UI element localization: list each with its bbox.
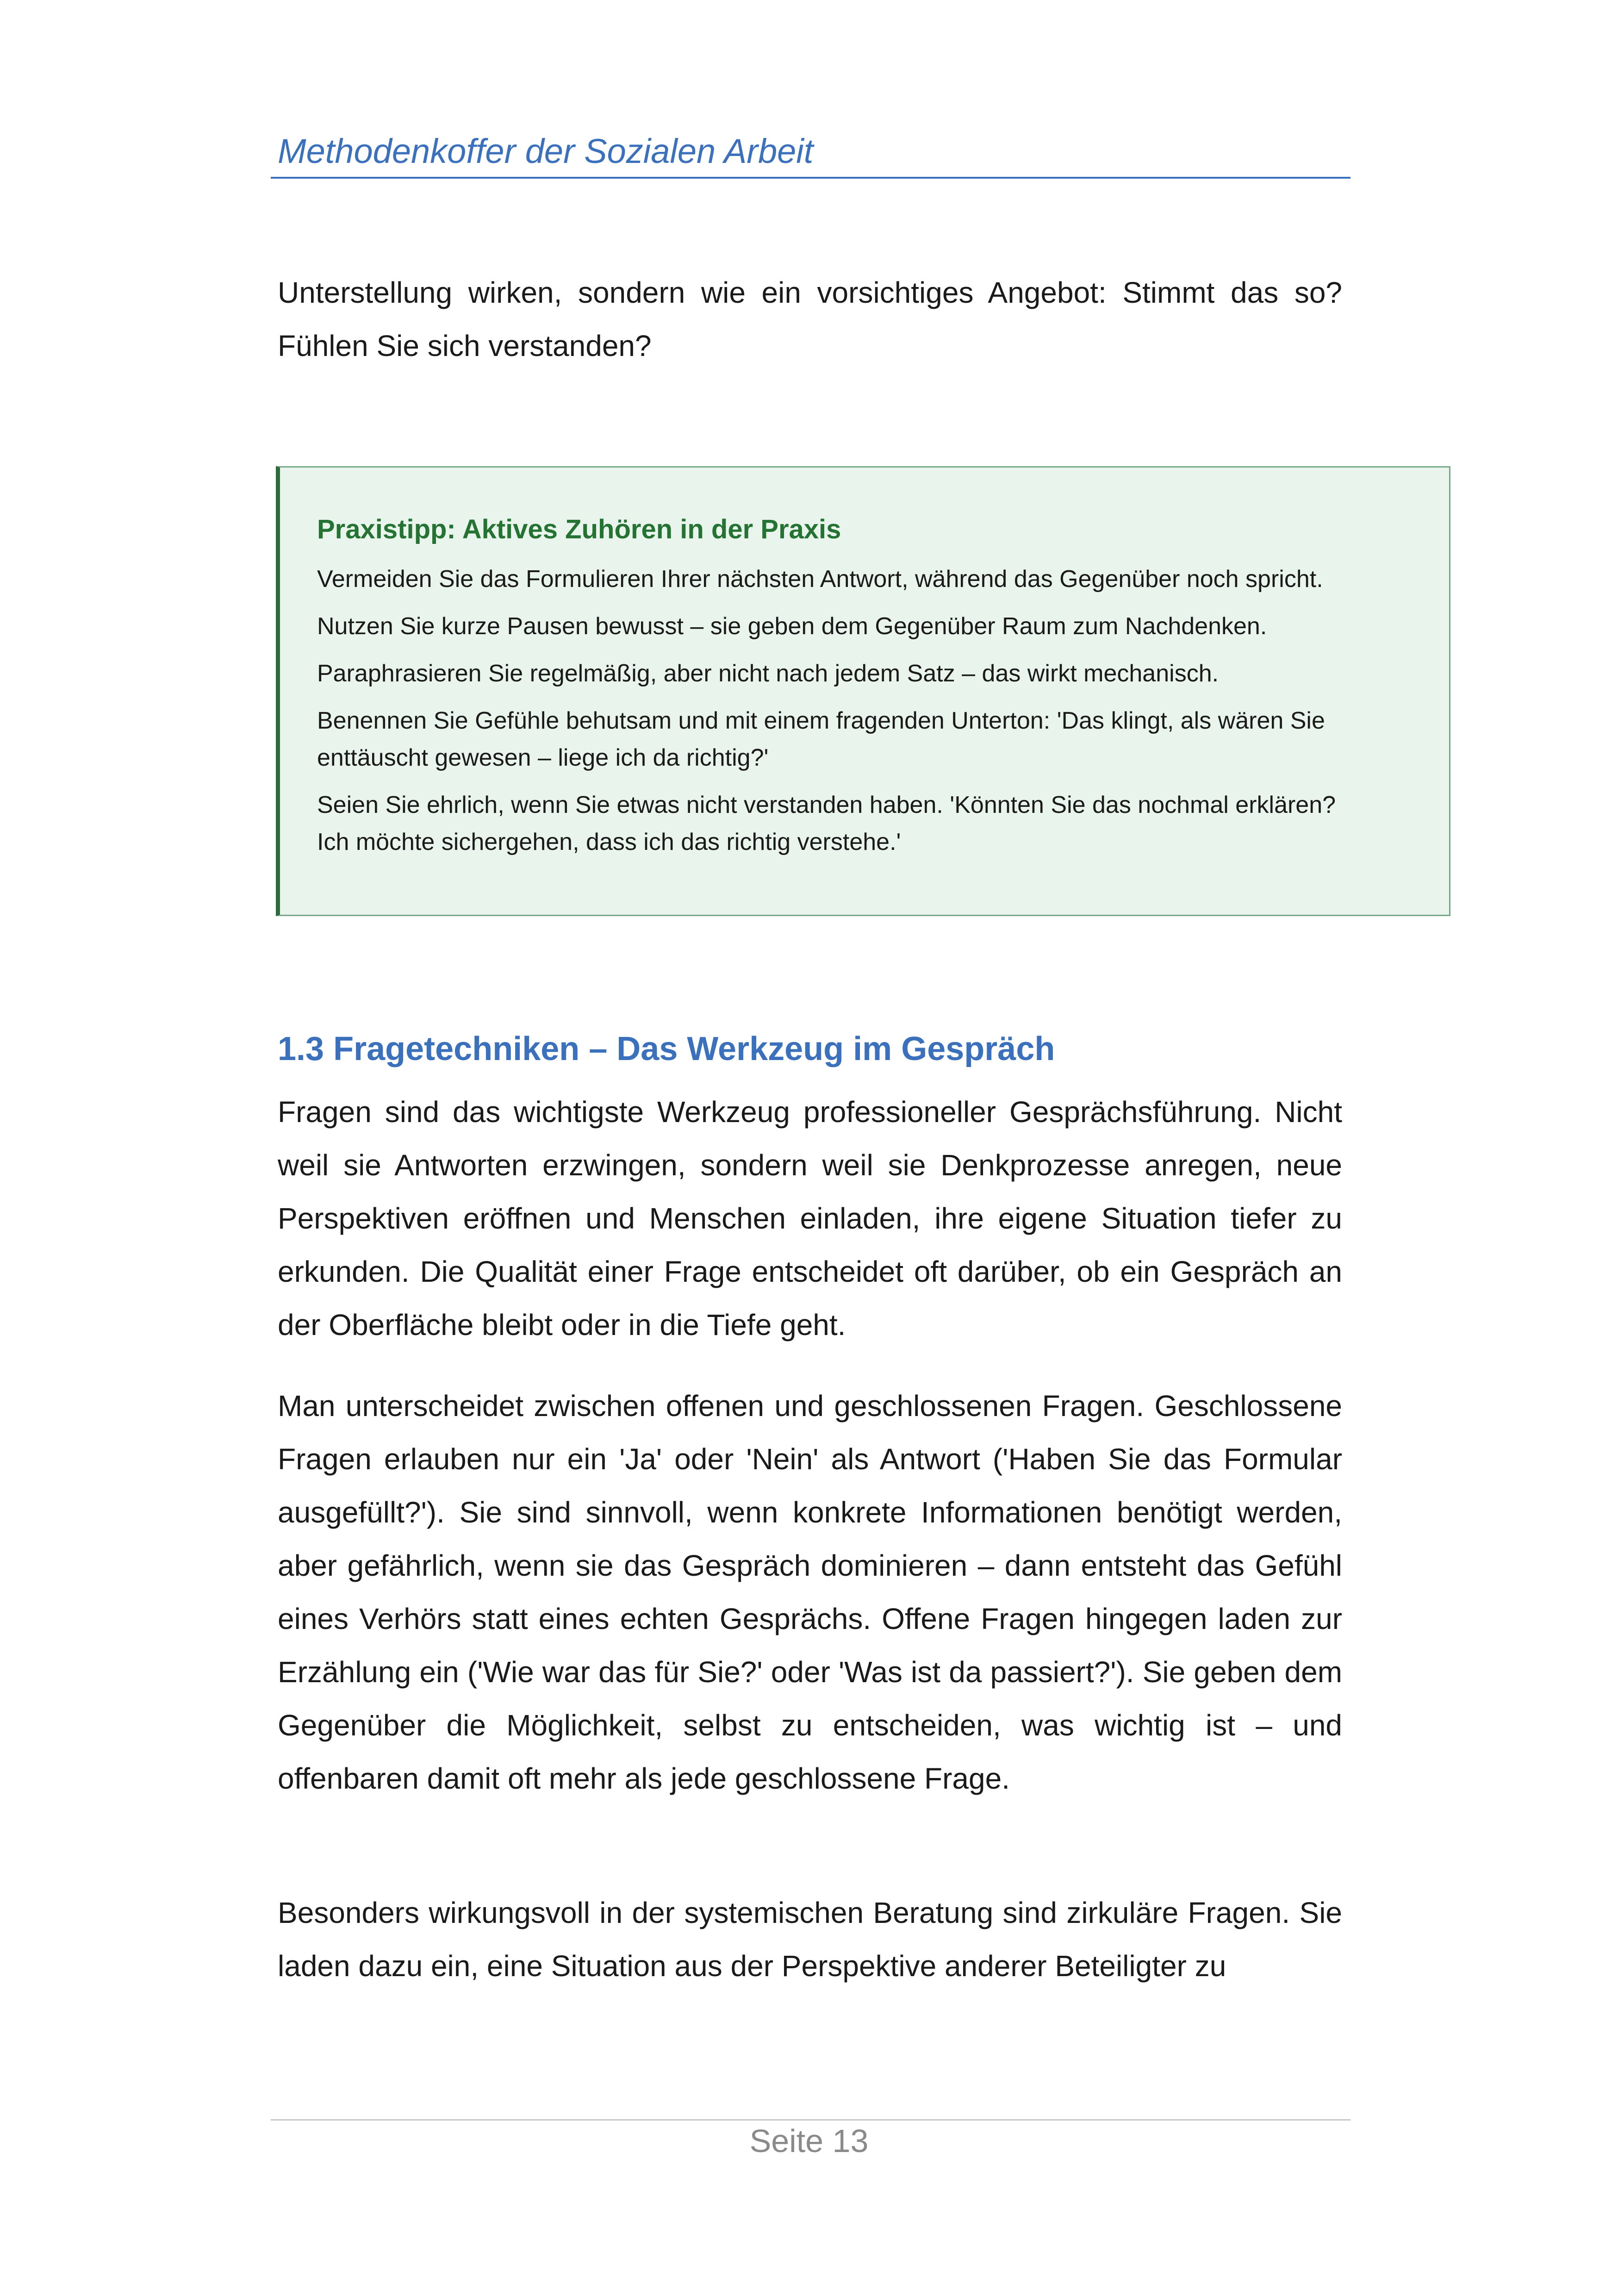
page-number: Seite 13 <box>749 2123 869 2159</box>
body-paragraph: Fragen sind das wichtigste Werkzeug professioneller Gesprächsführung. Nicht weil sie Antworten erzwingen, sondern weil sie Denkprozesse anregen, neue Perspektiven eröffnen und Menschen einladen, ihre eigene Situation tiefer zu erkunden. Die Qualität einer Frage entscheidet oft darüber, ob ein Gespräch an der Oberfläche bleibt oder in die Tiefe geht. <box>278 1095 1342 1341</box>
practice-tip-line: enttäuscht gewesen – liege ich da richtig?' <box>317 744 769 771</box>
practice-tip-line: Ich möchte sichergehen, dass ich das richtig verstehe.' <box>317 829 901 855</box>
page-header-rule <box>271 177 1350 179</box>
practice-tip-title: Praxistipp: Aktives Zuhören in der Praxis <box>317 514 841 544</box>
practice-tip-line: Nutzen Sie kurze Pausen bewusst – sie geben dem Gegenüber Raum zum Nachdenken. <box>317 613 1267 640</box>
section-heading: 1.3 Fragetechniken – Das Werkzeug im Gespräch <box>278 1030 1055 1067</box>
body-paragraph: Man unterscheidet zwischen offenen und geschlossenen Fragen. Geschlossene Fragen erlauben nur ein 'Ja' oder 'Nein' als Antwort ('Haben Sie das Formular ausgefüllt?'). Sie sind sinnvoll, wenn konkrete Informationen benötigt werden, aber gefährlich, wenn sie das Gespräch dominieren – dann entsteht das Gefühl eines Verhörs statt eines echten Gesprächs. Offene Fragen hingegen laden zur Erzählung ein ('Wie war das für Sie?' oder 'Was ist da passiert?'). Sie geben dem Gegenüber die Möglichkeit, selbst zu entscheiden, was wichtig ist – und offenbaren damit oft mehr als jede geschlossene Frage. <box>278 1389 1342 1795</box>
practice-tip-box <box>276 466 1450 916</box>
body-paragraph: Besonders wirkungsvoll in der systemischen Beratung sind zirkuläre Fragen. Sie laden dazu ein, eine Situation aus der Perspektive anderer Beteiligter zu <box>278 1896 1342 1983</box>
practice-tip-line: Benennen Sie Gefühle behutsam und mit einem fragenden Unterton: 'Das klingt, als wären Sie <box>317 707 1325 734</box>
practice-tip-line: Paraphrasieren Sie regelmäßig, aber nicht nach jedem Satz – das wirkt mechanisch. <box>317 660 1219 687</box>
footer-rule <box>271 2119 1350 2121</box>
practice-tip-line: Vermeiden Sie das Formulieren Ihrer nächsten Antwort, während das Gegenüber noch spricht. <box>317 566 1323 593</box>
practice-tip-line: Seien Sie ehrlich, wenn Sie etwas nicht verstanden haben. 'Könnten Sie das nochmal erklären? <box>317 792 1336 818</box>
intro-paragraph: Unterstellung wirken, sondern wie ein vorsichtiges Angebot: Stimmt das so? Fühlen Sie sich verstanden? <box>278 276 1342 362</box>
page-header-title: Methodenkoffer der Sozialen Arbeit <box>278 132 814 170</box>
